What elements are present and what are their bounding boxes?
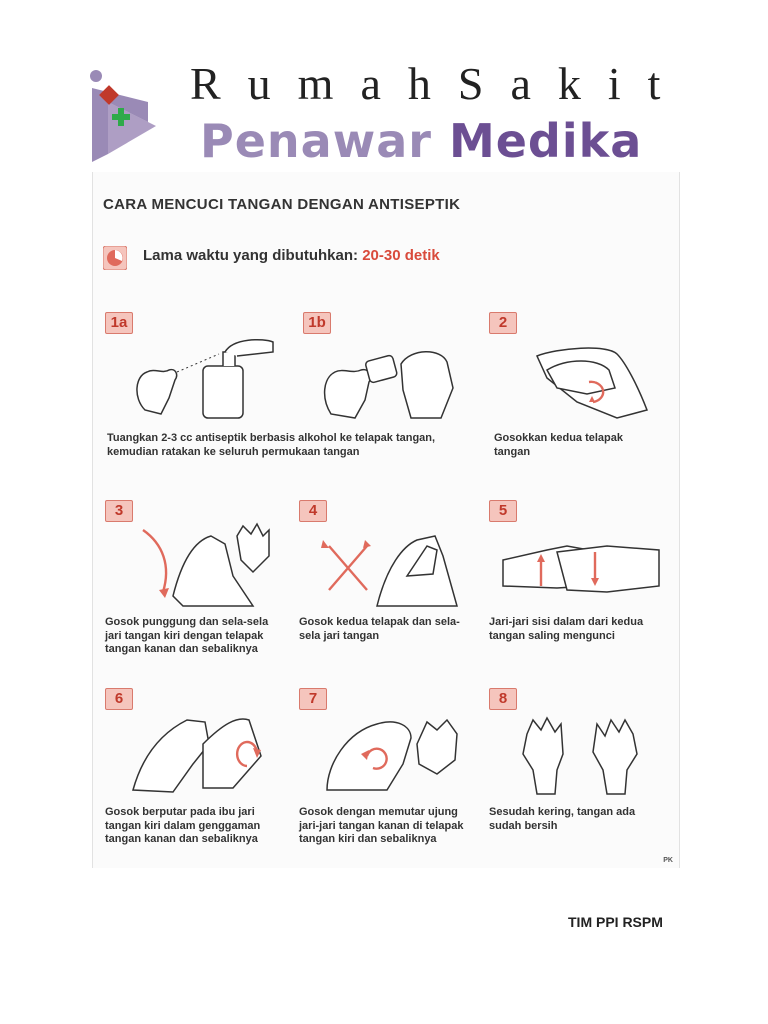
caption-line: tangan kiri dan sebaliknya	[299, 833, 437, 845]
caption-line: tangan saling mengunci	[489, 629, 615, 642]
duration-label: Lama waktu yang dibutuhkan:	[143, 247, 359, 264]
caption-line: Jari-jari sisi dalam dari kedua	[489, 616, 644, 628]
step-8-caption	[489, 806, 679, 833]
corner-mark: PK	[663, 857, 673, 864]
step-1-caption	[107, 432, 435, 459]
step-badge: 7	[299, 688, 327, 710]
caption-line: jari-jari tangan kanan di telapak	[299, 819, 464, 832]
caption-line: tangan kanan dan sebaliknya	[105, 643, 258, 655]
hospital-name	[200, 110, 642, 172]
timer-icon	[103, 246, 127, 270]
rotate-thumb-illustration	[113, 704, 281, 796]
caption-line: tangan kiri dalam genggaman	[105, 819, 261, 832]
interlace-fingers-illustration	[307, 516, 475, 608]
step-badge: 1b	[303, 312, 331, 334]
rub-palm-illustration	[311, 328, 479, 420]
clean-hands-illustration	[497, 704, 665, 796]
step-badge: 8	[489, 688, 517, 710]
caption-line: Gosokkan kedua telapak	[494, 432, 623, 444]
caption-line: Sesudah kering, tangan ada	[489, 806, 636, 818]
step-3-caption	[105, 616, 295, 657]
step-7-caption	[299, 806, 489, 847]
caption-line: jari tangan kiri dengan telapak	[105, 629, 264, 642]
caption-line: tangan	[494, 445, 531, 458]
caption-line: Tuangkan 2-3 cc antiseptik berbasis alkohol ke telapak tangan,	[107, 432, 436, 444]
caption-line: Gosok dengan memutar ujung	[299, 806, 458, 818]
caption-line: kemudian ratakan ke seluruh permukaan tangan	[107, 445, 360, 458]
step-badge: 3	[105, 500, 133, 522]
hospital-logo	[88, 62, 160, 166]
caption-line: Gosok punggung dan sela-sela	[105, 616, 269, 628]
caption-line: sela jari tangan	[299, 629, 380, 642]
handwash-poster	[92, 172, 680, 868]
caption-line: tangan kanan dan sebaliknya	[105, 833, 258, 845]
duration-value: 20-30 detik	[362, 247, 440, 264]
step-badge: 5	[489, 500, 517, 522]
caption-line: sudah bersih	[489, 819, 558, 832]
hospital-name-part2: Medika	[448, 114, 643, 168]
hospital-type-text: RumahSakit	[190, 58, 688, 109]
caption-line: Gosok kedua telapak dan sela-	[299, 616, 460, 628]
rub-backs-illustration	[113, 516, 281, 608]
step-badge: 4	[299, 500, 327, 522]
step-badge: 1a	[105, 312, 133, 334]
step-badge: 2	[489, 312, 517, 334]
step-6-caption	[105, 806, 295, 847]
caption-line: Gosok berputar pada ibu jari	[105, 806, 255, 818]
pour-antiseptic-illustration	[113, 328, 281, 420]
hospital-name-part1: Penawar	[200, 114, 432, 168]
rub-palms-illustration	[497, 328, 665, 420]
step-5-caption	[489, 616, 679, 643]
duration-line	[143, 247, 440, 264]
step-2-caption	[494, 432, 623, 459]
footer-team-label: TIM PPI RSPM	[568, 914, 663, 930]
interlock-fingers-illustration	[497, 516, 665, 608]
poster-title: CARA MENCUCI TANGAN DENGAN ANTISEPTIK	[103, 196, 461, 213]
rub-fingertips-illustration	[307, 704, 475, 796]
step-badge: 6	[105, 688, 133, 710]
step-4-caption	[299, 616, 479, 643]
